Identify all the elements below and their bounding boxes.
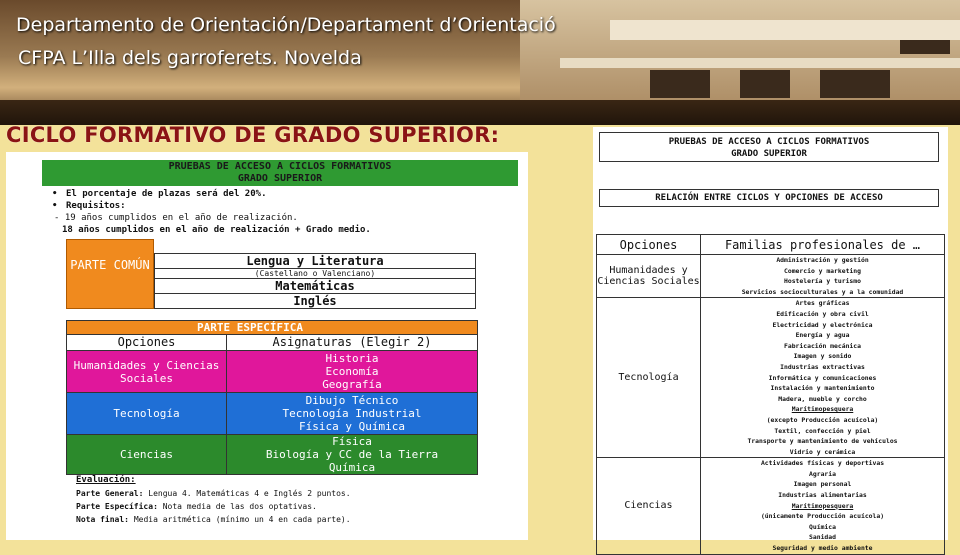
family-item: Comercio y marketing bbox=[784, 266, 861, 275]
family-item: Hostelería y turismo bbox=[784, 277, 861, 286]
family-item: Imagen y sonido bbox=[793, 352, 852, 361]
family-item: Seguridad y medio ambiente bbox=[772, 544, 873, 553]
value: Lengua 4. Matemáticas 4 e Inglés 2 puntos. bbox=[148, 489, 351, 498]
family-item: Textil, confección y piel bbox=[774, 426, 871, 435]
family-item: Transporte y mantenimiento de vehículos bbox=[747, 437, 898, 446]
col-familias: Familias profesionales de … bbox=[701, 235, 945, 255]
family-item: Química bbox=[809, 522, 836, 531]
col-opciones: Opciones bbox=[67, 335, 227, 351]
families-tecnologia bbox=[701, 298, 945, 458]
family-item: (únicamente Producción acuícola) bbox=[760, 512, 885, 521]
family-item: Electricidad y electrónica bbox=[772, 320, 873, 329]
subject-item: Dibujo Técnico bbox=[305, 394, 399, 407]
section-title: CICLO FORMATIVO DE GRADO SUPERIOR: bbox=[6, 123, 500, 147]
building-window bbox=[740, 70, 790, 98]
option-tecnologia: Tecnología bbox=[597, 298, 701, 458]
family-item: Industrias extractivas bbox=[780, 362, 865, 371]
label: Nota final: bbox=[76, 515, 129, 524]
evaluation-final bbox=[76, 513, 496, 526]
requirements-list bbox=[50, 188, 510, 236]
subject-item: Tecnología Industrial bbox=[282, 407, 422, 420]
family-item: (excepto Producción acuícola) bbox=[766, 415, 879, 424]
relation-title-box: RELACIÓN ENTRE CICLOS Y OPCIONES DE ACCESO bbox=[599, 189, 939, 207]
option-ciencias: Ciencias bbox=[597, 458, 701, 554]
evaluation-title: Evaluación: bbox=[76, 475, 136, 485]
evaluation-especifica bbox=[76, 500, 496, 513]
col-asignaturas: Asignaturas (Elegir 2) bbox=[227, 335, 478, 351]
family-item: Vidrio y cerámica bbox=[789, 447, 856, 456]
label: Parte General: bbox=[76, 489, 144, 498]
family-item: Informática y comunicaciones bbox=[768, 373, 877, 382]
building-window bbox=[650, 70, 710, 98]
header-title: Departamento de Orientación/Departament d’Orientació bbox=[16, 14, 556, 36]
evaluation-section bbox=[76, 474, 496, 526]
family-item: Edificación y obra civil bbox=[776, 309, 869, 318]
parte-comun-label: PARTE COMÚN bbox=[66, 239, 154, 309]
col-opciones: Opciones bbox=[597, 235, 701, 255]
families-humanidades bbox=[701, 255, 945, 298]
family-item: Industrias alimentarias bbox=[778, 491, 867, 500]
families-ciencias bbox=[701, 458, 945, 554]
subject-item: Física y Química bbox=[299, 420, 405, 433]
access-banner bbox=[42, 160, 518, 186]
label: Parte Específica: bbox=[76, 502, 158, 511]
requirement-18: 18 años cumplidos en el año de realización + Grado medio. bbox=[62, 225, 371, 235]
family-item: Actividades físicas y deportivas bbox=[760, 459, 885, 468]
bullet-requirements: • Requisitos: bbox=[50, 200, 510, 212]
family-item: Fabricación mecánica bbox=[784, 341, 861, 350]
subject-lengua: Lengua y Literatura bbox=[155, 254, 476, 269]
family-item: Instalación y mantenimiento bbox=[770, 384, 875, 393]
subjects-tecnologia bbox=[227, 393, 478, 435]
option-tecnologia: Tecnología bbox=[67, 393, 227, 435]
family-item: Agraria bbox=[809, 469, 836, 478]
family-item: Marítimopesquera bbox=[791, 405, 854, 414]
right-title-line1: PRUEBAS DE ACCESO A CICLOS FORMATIVOS bbox=[668, 137, 870, 147]
parte-especifica-table bbox=[66, 320, 478, 475]
requirement-19: - 19 años cumplidos en el año de realización. bbox=[54, 213, 298, 223]
family-item: Servicios socioculturales y a la comunidad bbox=[741, 287, 904, 296]
building-window bbox=[900, 40, 950, 54]
subjects-ciencias bbox=[227, 435, 478, 475]
family-item: Administración y gestión bbox=[776, 256, 869, 264]
family-item: Energía y agua bbox=[795, 331, 850, 340]
subject-item: Historia bbox=[325, 352, 379, 365]
building-band bbox=[560, 58, 960, 68]
subject-lengua-note: (Castellano o Valenciano) bbox=[155, 269, 476, 279]
right-title-box bbox=[599, 132, 939, 162]
subject-item: Química bbox=[328, 461, 376, 474]
building-roof bbox=[610, 20, 960, 40]
family-item: Imagen personal bbox=[793, 480, 852, 489]
evaluation-general bbox=[76, 487, 496, 500]
bullet-percentage: • El porcentaje de plazas será del 20%. bbox=[50, 188, 510, 200]
option-ciencias: Ciencias bbox=[67, 435, 227, 475]
option-humanidades: Humanidades y Ciencias Sociales bbox=[597, 255, 701, 298]
option-humanidades: Humanidades y Ciencias Sociales bbox=[67, 351, 227, 393]
value: Media aritmética (mínimo un 4 en cada parte). bbox=[133, 515, 351, 524]
subject-item: Biología y CC de la Tierra bbox=[265, 448, 439, 461]
right-title-line2: GRADO SUPERIOR bbox=[731, 149, 807, 159]
family-item: Marítimopesquera bbox=[791, 501, 854, 510]
right-document bbox=[593, 127, 948, 553]
subject-matematicas: Matemáticas bbox=[155, 279, 476, 294]
subject-item: Física bbox=[332, 435, 372, 448]
left-document bbox=[6, 152, 528, 540]
banner-line2: GRADO SUPERIOR bbox=[237, 173, 323, 184]
parte-comun-table bbox=[154, 253, 476, 309]
header-subtitle: CFPA L’Illa dels garroferets. Novelda bbox=[18, 47, 362, 69]
family-item: Sanidad bbox=[809, 533, 836, 542]
family-item: Artes gráficas bbox=[795, 299, 850, 308]
especifica-title: PARTE ESPECÍFICA bbox=[67, 321, 478, 335]
subject-ingles: Inglés bbox=[155, 294, 476, 309]
subject-item: Geografía bbox=[322, 378, 382, 391]
subject-item: Economía bbox=[325, 365, 379, 378]
building-window bbox=[820, 70, 890, 98]
value: Nota media de las dos optativas. bbox=[162, 502, 317, 511]
subjects-humanidades bbox=[227, 351, 478, 393]
relation-table bbox=[596, 234, 945, 555]
banner-line1: PRUEBAS DE ACCESO A CICLOS FORMATIVOS bbox=[168, 161, 392, 172]
ground bbox=[0, 100, 960, 125]
family-item: Madera, mueble y corcho bbox=[778, 394, 867, 403]
